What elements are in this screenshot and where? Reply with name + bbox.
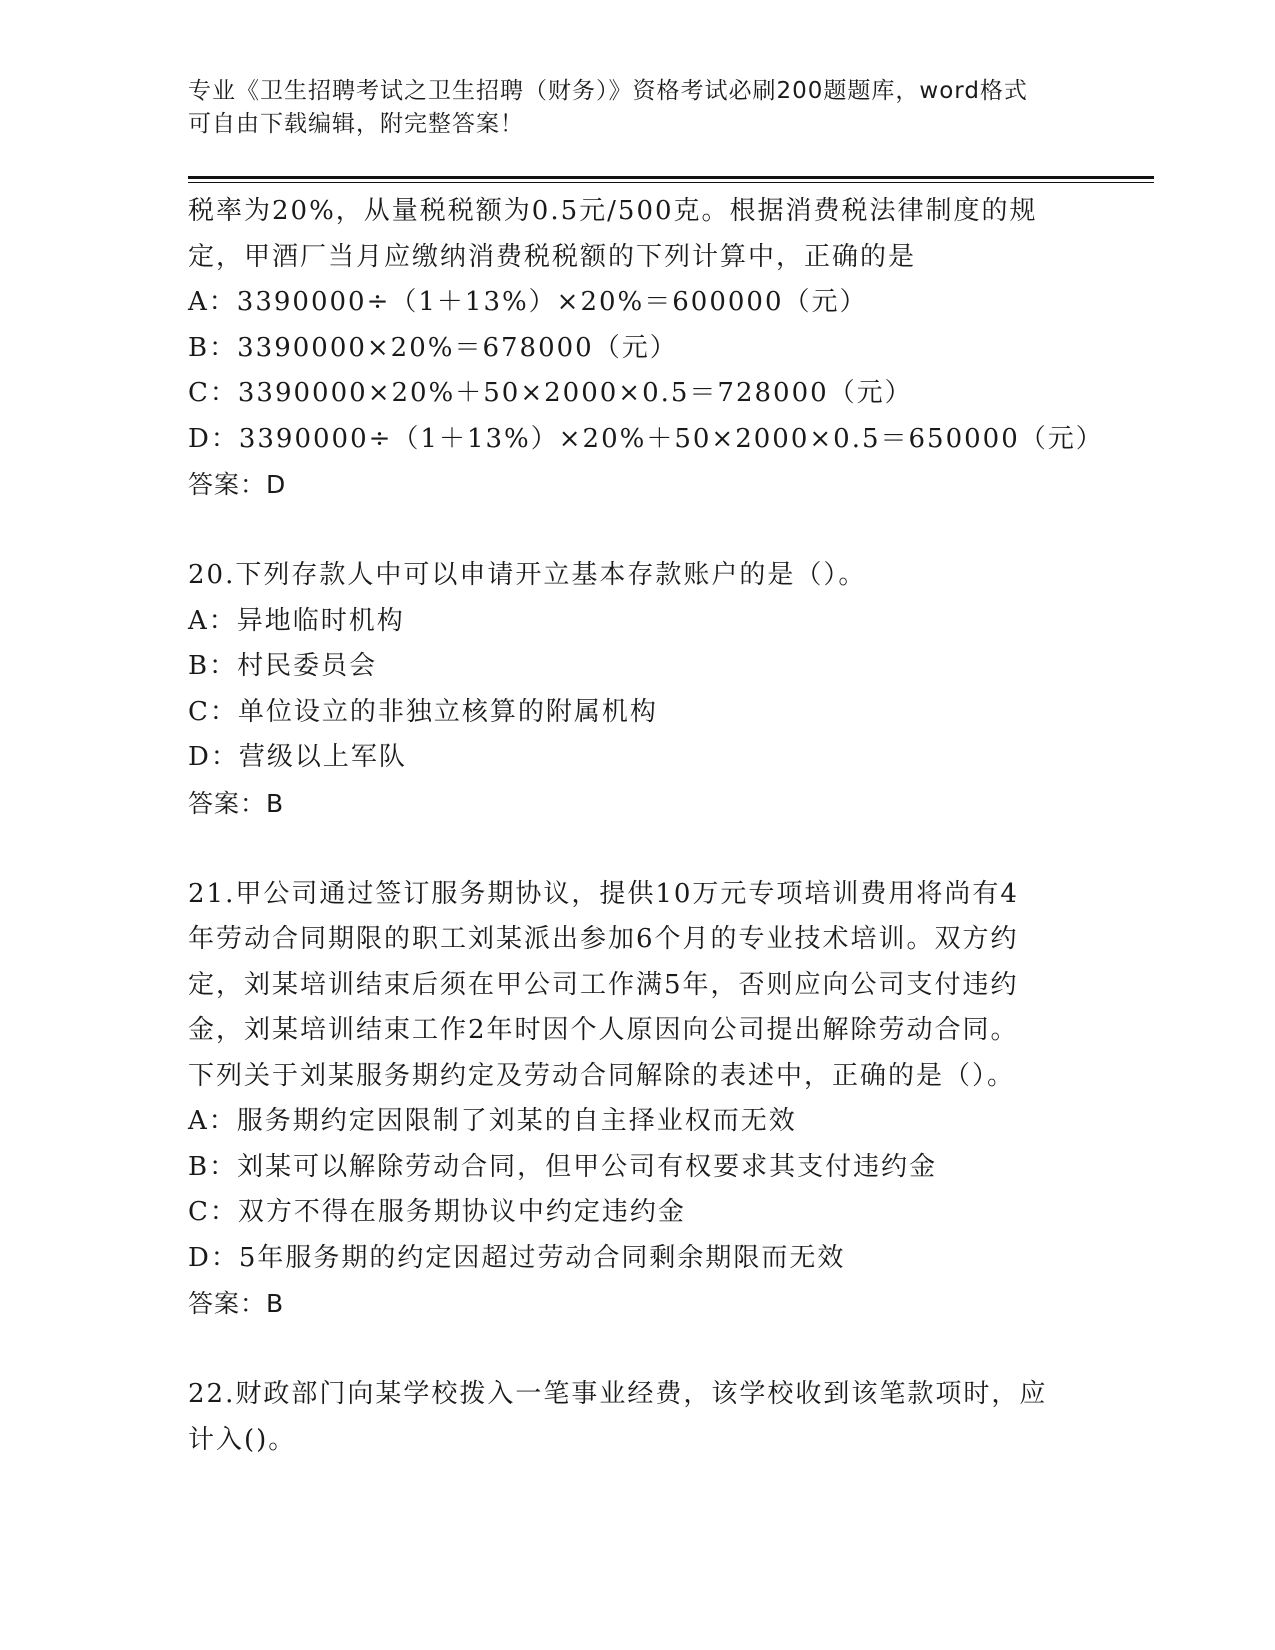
answer-label: 答案：D	[188, 470, 287, 499]
question-21	[188, 872, 1088, 1327]
option-a: A：3390000÷（1＋13%）×20%＝600000（元）	[188, 287, 868, 317]
option-d: D：3390000÷（1＋13%）×20%＋50×2000×0.5＝650000（元）	[188, 423, 1104, 454]
header-divider-thin	[188, 182, 1154, 183]
question-spacer	[188, 508, 1088, 554]
question-20	[188, 553, 1088, 826]
option-c: C：3390000×20%＋50×2000×0.5＝728000（元）	[188, 378, 913, 408]
question-content	[188, 189, 1104, 1463]
question-stem-line: 下列关于刘某服务期约定及劳动合同解除的表述中，正确的是（）。	[188, 1060, 1016, 1091]
question-stem-line: 金，刘某培训结束工作2年时因个人原因向公司提出解除劳动合同。	[188, 1015, 1019, 1045]
option-c: C：双方不得在服务期协议中约定违约金	[188, 1197, 686, 1227]
question-stem-line: 20.下列存款人中可以申请开立基本存款账户的是（）。	[188, 560, 867, 590]
question-19	[188, 189, 1104, 508]
header-line-2: 可自由下载编辑，附完整答案！	[188, 111, 524, 137]
question-stem-line: 21.甲公司通过签订服务期协议，提供10万元专项培训费用将尚有4	[188, 878, 1019, 909]
question-stem-line: 年劳动合同期限的职工刘某派出参加6个月的专业技术培训。双方约	[188, 924, 1019, 954]
answer-label: 答案：B	[188, 1289, 285, 1318]
option-a: A：服务期约定因限制了刘某的自主择业权而无效	[188, 1106, 797, 1136]
question-stem-line: 定，刘某培训结束后须在甲公司工作满5年，否则应向公司支付违约	[188, 969, 1019, 1000]
document-header	[188, 75, 1088, 141]
question-spacer	[188, 826, 1088, 872]
option-b: B：3390000×20%＝678000（元）	[188, 332, 678, 363]
question-stem-line: 税率为20%，从量税税额为0.5元/500克。根据消费税法律制度的规	[188, 196, 1038, 226]
question-22	[188, 1372, 1088, 1463]
question-stem-line: 计入()。	[188, 1424, 297, 1455]
option-d: D：5年服务期的约定因超过劳动合同剩余期限而无效	[188, 1242, 846, 1273]
header-line-1: 专业《卫生招聘考试之卫生招聘（财务）》资格考试必刷200题题库，word格式	[188, 78, 1028, 104]
option-c: C：单位设立的非独立核算的附属机构	[188, 696, 658, 727]
option-b: B：刘某可以解除劳动合同，但甲公司有权要求其支付违约金	[188, 1151, 938, 1182]
question-stem-line: 22.财政部门向某学校拨入一笔事业经费，该学校收到该笔款项时，应	[188, 1379, 1048, 1409]
option-d: D：营级以上军队	[188, 742, 407, 772]
header-divider-thick	[188, 176, 1154, 179]
option-b: B：村民委员会	[188, 651, 378, 681]
option-a: A：异地临时机构	[188, 605, 405, 636]
question-stem-line: 定，甲酒厂当月应缴纳消费税税额的下列计算中，正确的是	[188, 241, 917, 272]
question-spacer	[188, 1327, 1088, 1373]
answer-label: 答案：B	[188, 788, 285, 818]
